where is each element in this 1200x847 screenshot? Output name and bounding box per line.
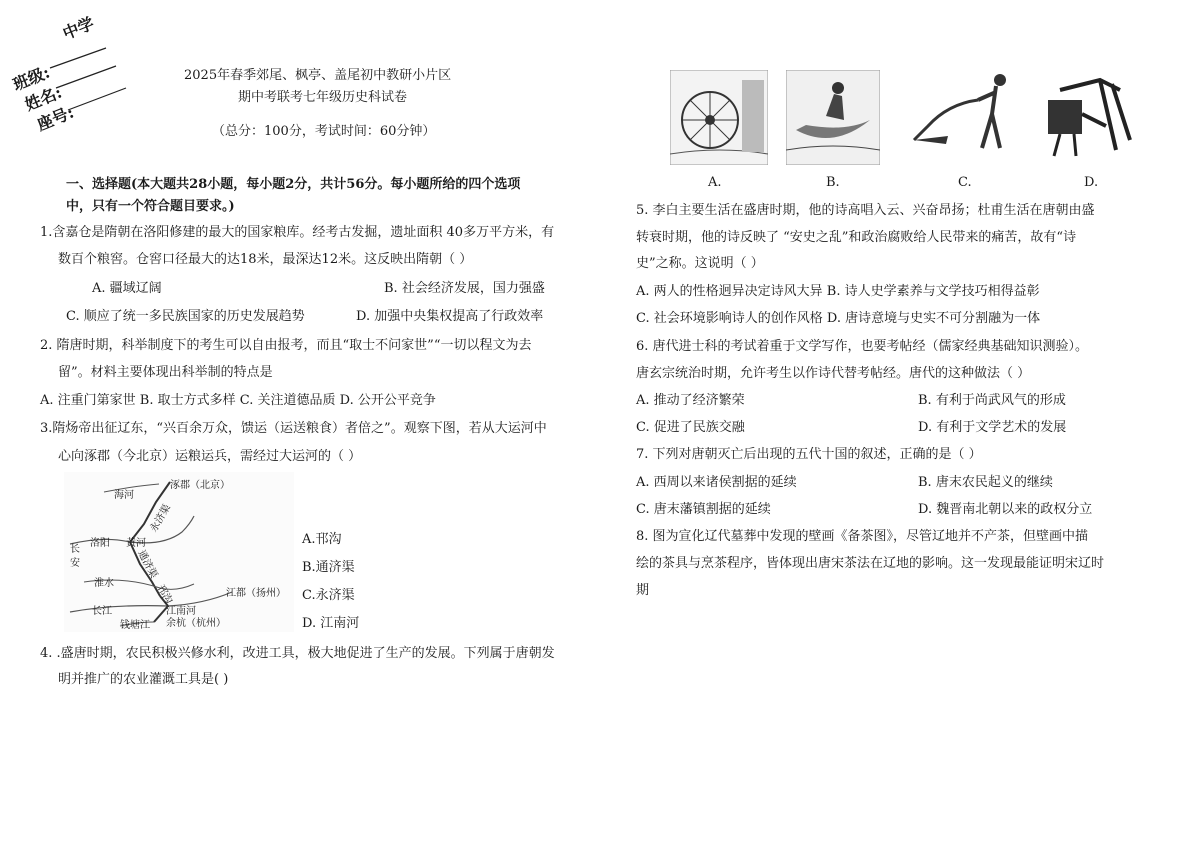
q1-option-b: B. 社会经济发展，国力强盛 [384, 281, 545, 296]
name-label: 姓名: [22, 82, 65, 115]
map-label-luoyang: 洛阳 [90, 538, 110, 549]
q6-option-b: B. 有利于尚武风气的形成 [918, 393, 1066, 408]
map-label-haihe: 海河 [114, 490, 134, 501]
grand-canal-map [64, 472, 294, 632]
q6-option-d: D. 有利于文学艺术的发展 [918, 420, 1067, 435]
image-label-d: D. [1084, 175, 1099, 190]
map-label-tongjiqu: 通济渠 [135, 548, 160, 581]
image-b-boat [786, 70, 880, 165]
q3-stem-line1: 3.隋炀帝出征辽东，“兴百余万众，馈运（运送粮食）者倍之”。观察下图，若从大运河中 [40, 421, 547, 436]
q4-stem-line2: 明并推广的农业灌溉工具是( ) [58, 672, 229, 687]
q1-option-d: D. 加强中央集权提高了行政效率 [356, 309, 544, 324]
q4-stem-line1: 4. .盛唐时期，农民积极兴修水利，改进工具，极大地促进了生产的发展。下列属于唐朝发 [40, 646, 555, 661]
map-label-yongjiqu: 永济渠 [148, 502, 173, 535]
q3-option-a: A.邗沟 [302, 532, 342, 547]
school-label: 中学 [59, 13, 97, 44]
image-d-tool [1040, 70, 1136, 165]
map-label-changjiang: 长江 [92, 606, 112, 617]
q3-stem-line2: 心向涿郡（今北京）运粮运兵，需经过大运河的（ ） [58, 449, 362, 464]
map-label-yuhang: 余杭（杭州） [166, 618, 226, 629]
q6-option-a: A. 推动了经济繁荣 [636, 393, 745, 408]
map-label-changan-2: 安 [70, 558, 80, 569]
q1-stem-line1: 1.含嘉仓是隋朝在洛阳修建的最大的国家粮库。经考古发掘，遗址面积 40多万平方米，有 [40, 225, 555, 240]
q6-stem-line1: 6. 唐代进士科的考试着重于文学写作，也要考帖经（儒家经典基础知识测验）。 [636, 339, 1089, 354]
q7-stem: 7. 下列对唐朝灭亡后出现的五代十国的叙述，正确的是（ ） [636, 447, 982, 462]
q8-stem-line1: 8. 图为宣化辽代墓葬中发现的壁画《备茶图》，尽管辽地并不产茶，但壁画中描 [636, 529, 1089, 544]
image-c-plow [908, 70, 1020, 165]
image-label-c: C. [958, 175, 972, 190]
q7-option-b: B. 唐末农民起义的继续 [918, 475, 1053, 490]
waterwheel-illustration [670, 70, 768, 165]
plow-illustration [908, 70, 1020, 165]
q5-stem-line2: 转衰时期，他的诗反映了 “安史之乱”和政治腐败给人民带来的痛苦，故有“诗 [636, 230, 1077, 245]
image-a-waterwheel [670, 70, 768, 165]
q3-option-b: B.通济渠 [302, 560, 355, 575]
q1-option-a: A. 疆域辽阔 [92, 281, 162, 296]
q2-options: A. 注重门第家世 B. 取士方式多样 C. 关注道德品质 D. 公开公平竞争 [40, 393, 436, 408]
image-label-b: B. [826, 175, 840, 190]
q5-options-ab: A. 两人的性格迥异决定诗风大异 B. 诗人史学素养与文学技巧相得益彰 [636, 284, 1040, 299]
q8-stem-line2: 绘的茶具与烹茶程序，皆体现出唐宋茶法在辽地的影响。这一发现最能证明宋辽时 [636, 556, 1105, 571]
q5-stem-line3: 史”之称。这说明（ ） [636, 256, 764, 271]
farm-tool-illustration [1040, 70, 1136, 165]
seat-label: 座号: [34, 102, 77, 135]
student-info-corner [10, 10, 130, 135]
exam-title-line2: 期中考联考七年级历史科试卷 [238, 90, 408, 105]
section-heading-line2: 中，只有一个符合题目要求。) [66, 199, 235, 214]
q2-stem-line1: 2. 隋唐时期，科举制度下的考生可以自由报考，而且“取士不问家世”“一切以程文为去 [40, 338, 532, 353]
class-label: 班级: [10, 62, 53, 95]
q7-option-c: C. 唐末藩镇割据的延续 [636, 502, 771, 517]
map-label-zhuojun: 涿郡（北京） [170, 480, 230, 491]
map-label-huanghe: 黄河 [126, 538, 146, 549]
q2-stem-line2: 留”。材料主要体现出科举制的特点是 [58, 365, 273, 380]
map-label-huaishui: 淮水 [94, 578, 114, 589]
q8-stem-line3: 期 [636, 583, 650, 598]
q7-option-a: A. 西周以来诸侯割据的延续 [636, 475, 797, 490]
exam-title-line1: 2025年春季郊尾、枫亭、盖尾初中教研小片区 [184, 68, 452, 83]
q6-option-c: C. 促进了民族交融 [636, 420, 745, 435]
q7-option-d: D. 魏晋南北朝以来的政权分立 [918, 502, 1093, 517]
q3-option-c: C.永济渠 [302, 588, 355, 603]
map-label-hangou: 邗沟 [154, 583, 175, 606]
q6-stem-line2: 唐玄宗统治时期，允许考生以作诗代替考帖经。唐代的这种做法（ ） [636, 366, 1031, 381]
image-label-a: A. [708, 175, 722, 190]
q1-option-c: C. 顺应了统一多民族国家的历史发展趋势 [66, 309, 305, 324]
q5-options-cd: C. 社会环境影响诗人的创作风格 D. 唐诗意境与史实不可分割融为一体 [636, 311, 1041, 326]
q3-option-d: D. 江南河 [302, 616, 360, 631]
map-label-jiangnanhe: 江南河 [166, 606, 196, 617]
map-label-changan-1: 长 [70, 544, 80, 555]
q5-stem-line1: 5. 李白主要生活在盛唐时期，他的诗高唱入云、兴奋昂扬；杜甫生活在唐朝由盛 [636, 203, 1095, 218]
map-label-jiangdu: 江都（扬州） [226, 588, 286, 599]
boat-illustration [786, 70, 880, 165]
map-label-qiantangjiang: 钱塘江 [120, 620, 150, 631]
section-heading-line1: 一、选择题(本大题共28小题，每小题2分，共计56分。每小题所给的四个选项 [66, 177, 521, 192]
q1-stem-line2: 数百个粮窖。仓窖口径最大的达18米，最深达12米。这反映出隋朝（ ） [58, 252, 473, 267]
exam-meta: （总分：100分，考试时间：60分钟） [212, 124, 436, 139]
